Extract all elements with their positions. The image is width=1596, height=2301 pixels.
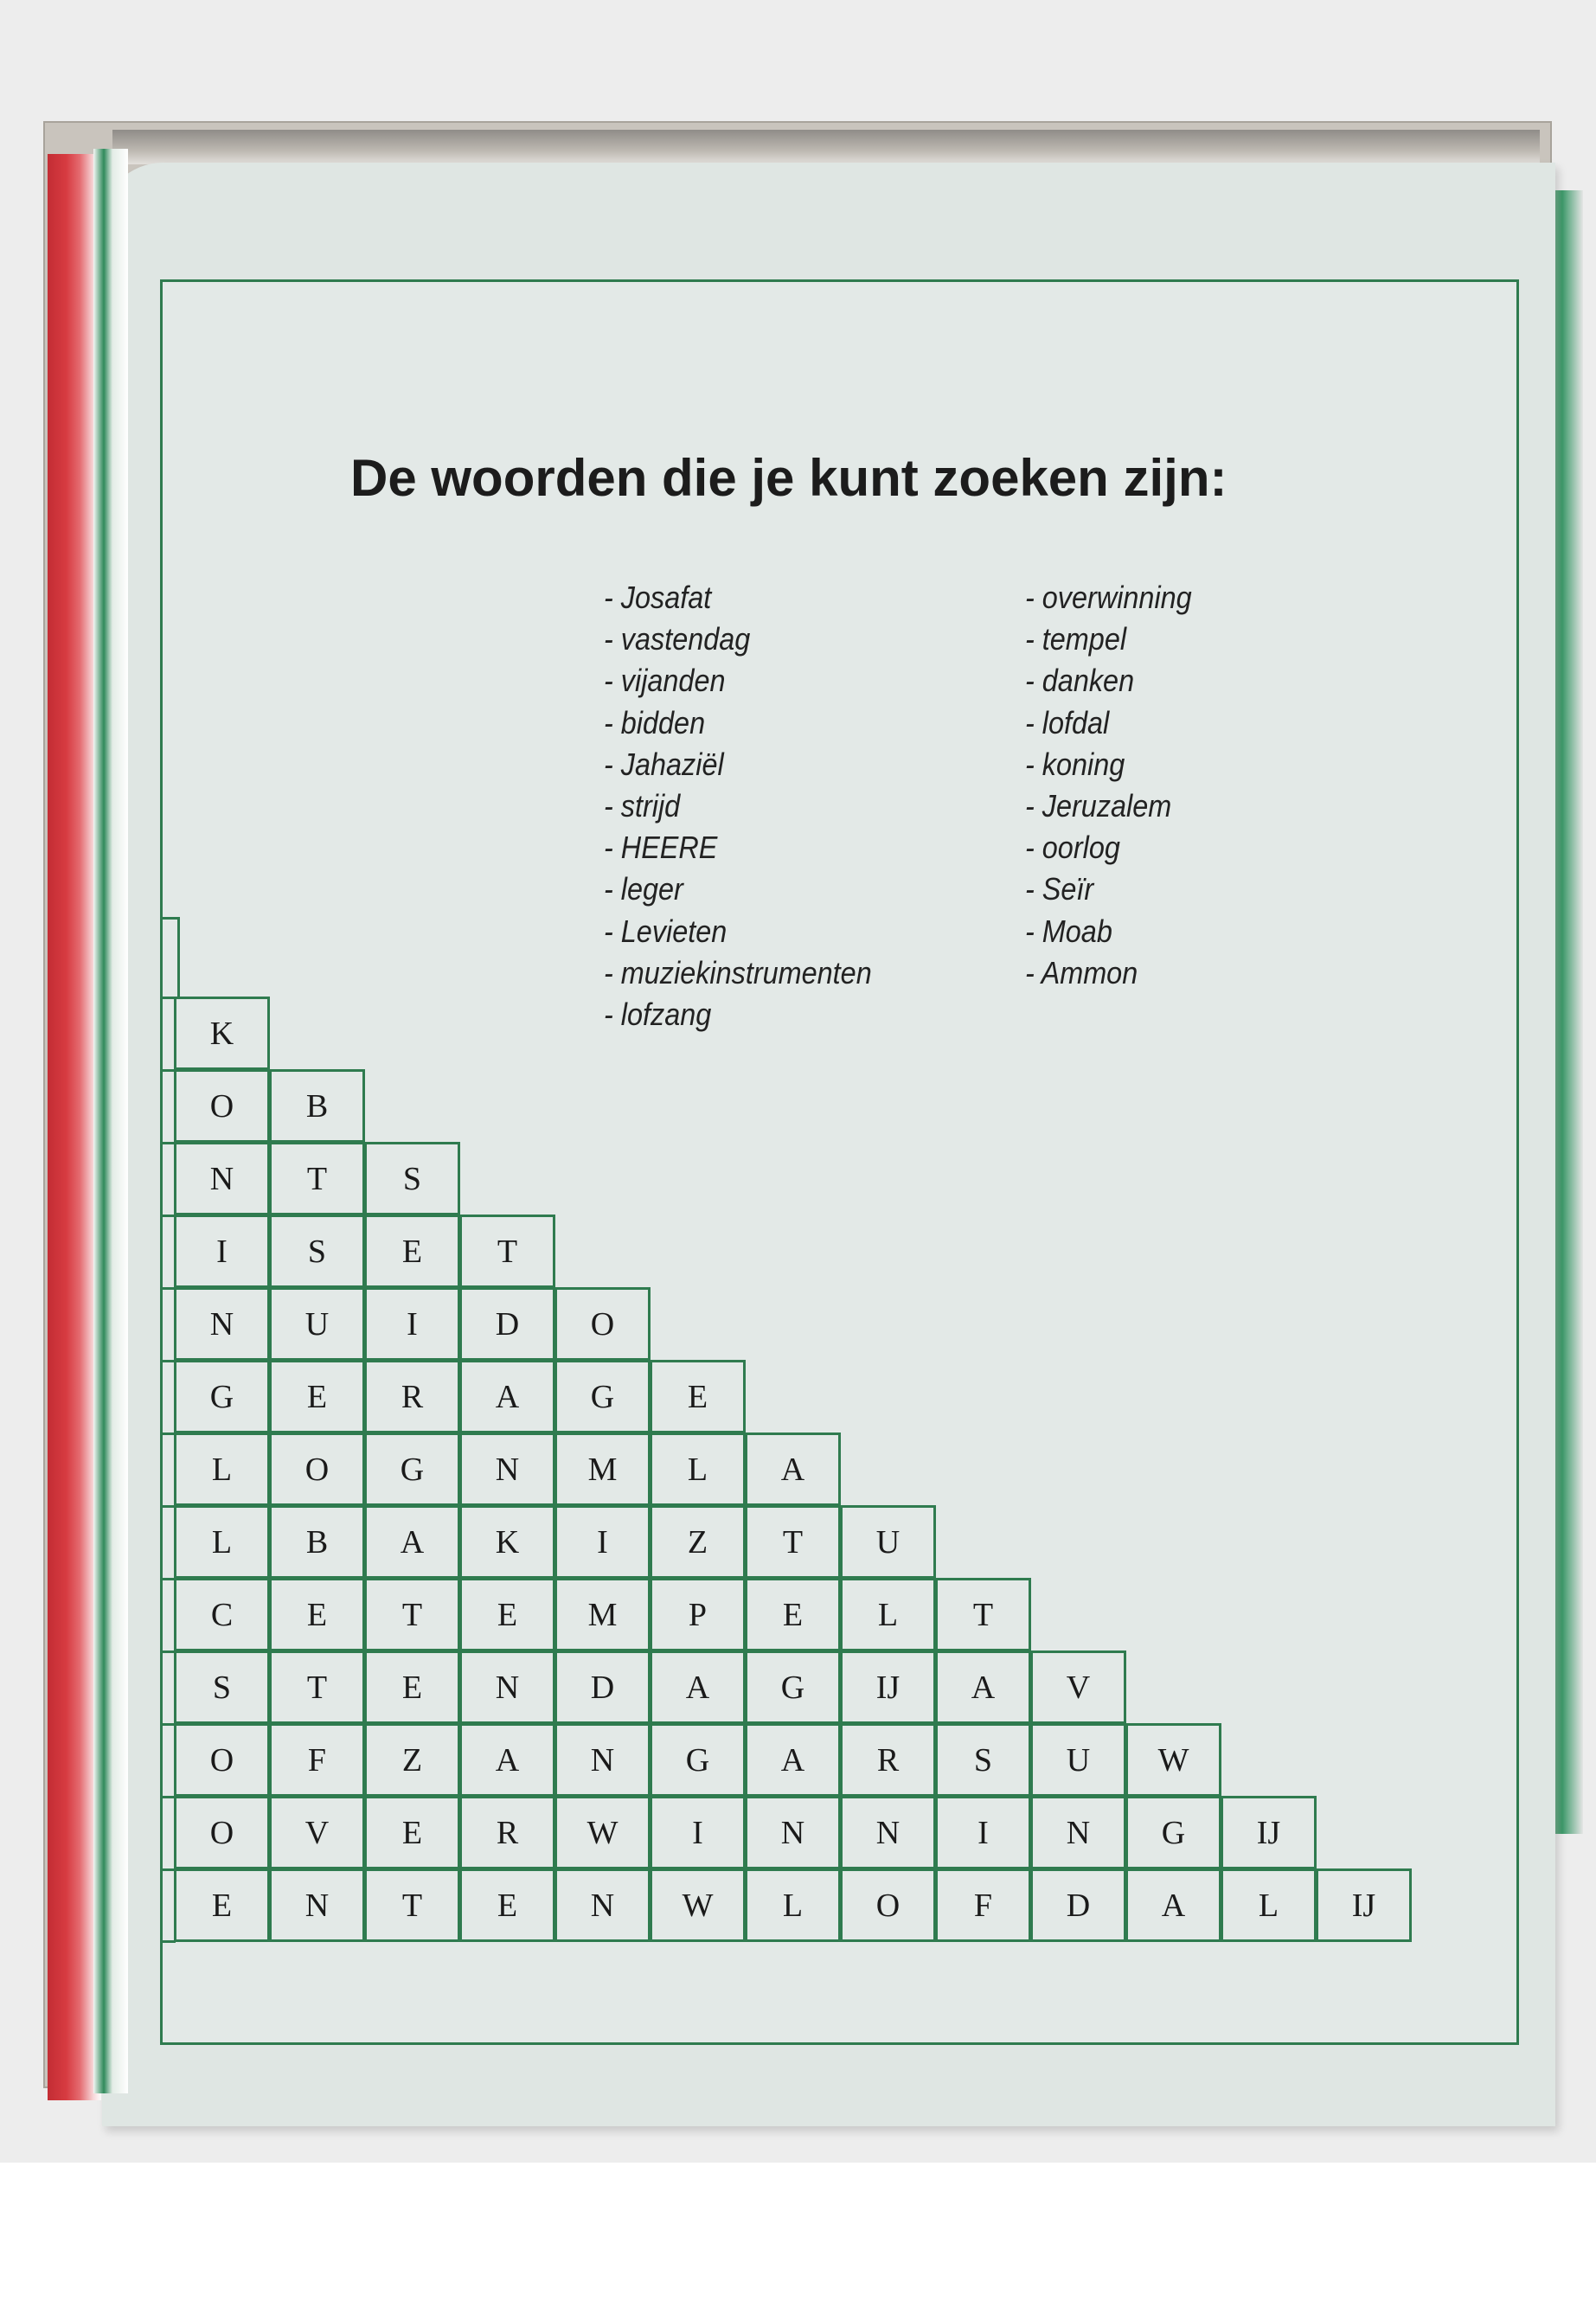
grid-cell: D (554, 1650, 651, 1724)
grid-row-line (160, 997, 176, 999)
grid-cell: E (364, 1650, 460, 1724)
green-page-edge-left (93, 149, 128, 2093)
grid-cell: W (1125, 1723, 1221, 1797)
grid-cell: P (650, 1578, 746, 1651)
grid-top-stub-line (160, 917, 179, 920)
grid-cell: W (554, 1796, 651, 1869)
grid-row-line (160, 1650, 176, 1653)
grid-cell: C (174, 1578, 270, 1651)
word-list-left-word: - lofzang (604, 997, 712, 1033)
word-list-left-word: - muziekinstrumenten (604, 954, 872, 990)
grid-cell: T (364, 1578, 460, 1651)
grid-row-line (160, 1723, 176, 1726)
grid-cell: R (364, 1360, 460, 1433)
word-list-right-word: - Jeruzalem (1025, 788, 1172, 824)
grid-cell: K (459, 1505, 555, 1579)
grid-cell: L (840, 1578, 936, 1651)
word-list-right-word: - Seïr (1025, 871, 1094, 907)
grid-row-line (160, 1142, 176, 1144)
cover-top-edge (112, 130, 1540, 164)
grid-cell: T (459, 1215, 555, 1288)
word-list-right-word: - danken (1025, 663, 1135, 699)
grid-cell: N (745, 1796, 841, 1869)
word-list-right-word: - tempel (1025, 621, 1127, 657)
grid-cell: S (364, 1142, 460, 1215)
word-list-left-word: - strijd (604, 788, 681, 824)
grid-cell: S (269, 1215, 365, 1288)
grid-row-line (160, 1796, 176, 1798)
grid-cell: G (1125, 1796, 1221, 1869)
word-list-right-word: - lofdal (1025, 704, 1110, 740)
grid-cell: N (1030, 1796, 1126, 1869)
grid-cell: D (1030, 1868, 1126, 1942)
grid-cell: A (459, 1723, 555, 1797)
grid-row-line (160, 1215, 176, 1217)
grid-cell: R (459, 1796, 555, 1869)
grid-cell: E (174, 1868, 270, 1942)
grid-cell: T (364, 1868, 460, 1942)
grid-cell: I (650, 1796, 746, 1869)
grid-cell: E (459, 1868, 555, 1942)
grid-cell: T (745, 1505, 841, 1579)
grid-cell: T (935, 1578, 1031, 1651)
word-list-left-word: - Jahaziël (604, 746, 724, 782)
grid-cell: IJ (1316, 1868, 1412, 1942)
grid-cell: N (174, 1142, 270, 1215)
grid-cell: E (364, 1796, 460, 1869)
grid-cell: B (269, 1069, 365, 1143)
word-list-right-word: - oorlog (1025, 830, 1120, 866)
grid-row-line (160, 1287, 176, 1290)
grid-cell: D (459, 1287, 555, 1361)
grid-row-line (160, 1069, 176, 1072)
grid-cell: A (459, 1360, 555, 1433)
grid-row-line (160, 1578, 176, 1580)
grid-cell: E (459, 1578, 555, 1651)
word-list-right (1025, 577, 1192, 994)
grid-cell: IJ (1221, 1796, 1317, 1869)
grid-cell: A (935, 1650, 1031, 1724)
grid-cell: O (174, 1796, 270, 1869)
grid-cell: L (174, 1505, 270, 1579)
grid-cell: F (935, 1868, 1031, 1942)
grid-cell: G (650, 1723, 746, 1797)
grid-cell: O (840, 1868, 936, 1942)
word-list-left-word: - vastendag (604, 621, 751, 657)
grid-cell: N (554, 1868, 651, 1942)
grid-row-line (160, 1433, 176, 1435)
page-title: De woorden die je kunt zoeken zijn: (350, 449, 1227, 508)
grid-cell: A (1125, 1868, 1221, 1942)
grid-cell: A (745, 1433, 841, 1506)
grid-cell: L (745, 1868, 841, 1942)
grid-cell: E (269, 1360, 365, 1433)
grid-cell: F (269, 1723, 365, 1797)
grid-row-line (160, 1360, 176, 1362)
grid-cell: W (650, 1868, 746, 1942)
grid-cell: E (650, 1360, 746, 1433)
grid-cell: Z (364, 1723, 460, 1797)
photo-background-bottom (0, 2163, 1596, 2301)
grid-cell: O (174, 1723, 270, 1797)
grid-cell: N (554, 1723, 651, 1797)
grid-cell: R (840, 1723, 936, 1797)
grid-cell: Z (650, 1505, 746, 1579)
grid-cell: E (364, 1215, 460, 1288)
grid-cell: L (650, 1433, 746, 1506)
grid-cell: O (174, 1069, 270, 1143)
grid-cell: I (364, 1287, 460, 1361)
word-list-right-word: - Moab (1025, 913, 1112, 949)
grid-cell: N (269, 1868, 365, 1942)
grid-cell: K (174, 997, 270, 1070)
grid-cell: T (269, 1142, 365, 1215)
word-list-left-word: - bidden (604, 704, 706, 740)
word-list-left-word: - Levieten (604, 913, 727, 949)
grid-row-line (160, 1868, 176, 1871)
grid-cell: N (459, 1650, 555, 1724)
word-list-left-word: - leger (604, 871, 683, 907)
grid-cell: O (554, 1287, 651, 1361)
word-list-left-word: - HEERE (604, 830, 718, 866)
grid-cell: U (1030, 1723, 1126, 1797)
grid-row-line (160, 1505, 176, 1508)
word-list-left (604, 577, 872, 1035)
grid-cell: IJ (840, 1650, 936, 1724)
grid-cell: L (174, 1433, 270, 1506)
grid-cell: L (1221, 1868, 1317, 1942)
grid-cell: M (554, 1433, 651, 1506)
grid-cell: U (840, 1505, 936, 1579)
grid-cell: G (364, 1433, 460, 1506)
word-list-right-word: - koning (1025, 746, 1125, 782)
word-list-left-word: - Josafat (604, 580, 712, 615)
word-list-right-word: - Ammon (1025, 954, 1138, 990)
word-list-right-word: - overwinning (1025, 580, 1192, 615)
grid-cell: I (174, 1215, 270, 1288)
grid-cell: G (745, 1650, 841, 1724)
grid-cell: B (269, 1505, 365, 1579)
grid-cell: S (935, 1723, 1031, 1797)
grid-cell: A (364, 1505, 460, 1579)
grid-cell: I (935, 1796, 1031, 1869)
grid-cell: O (269, 1433, 365, 1506)
grid-cell: T (269, 1650, 365, 1724)
grid-cell: G (554, 1360, 651, 1433)
grid-cell: V (1030, 1650, 1126, 1724)
grid-cell: I (554, 1505, 651, 1579)
grid-bottom-line (160, 1940, 176, 1943)
grid-cell: E (745, 1578, 841, 1651)
grid-cell: V (269, 1796, 365, 1869)
grid-cell: A (650, 1650, 746, 1724)
grid-cell: G (174, 1360, 270, 1433)
grid-cell: N (840, 1796, 936, 1869)
grid-cell: E (269, 1578, 365, 1651)
grid-top-stub (177, 917, 180, 997)
grid-cell: N (174, 1287, 270, 1361)
grid-cell: A (745, 1723, 841, 1797)
grid-cell: N (459, 1433, 555, 1506)
grid-cell: S (174, 1650, 270, 1724)
grid-cell: U (269, 1287, 365, 1361)
word-list-left-word: - vijanden (604, 663, 726, 699)
grid-cell: M (554, 1578, 651, 1651)
